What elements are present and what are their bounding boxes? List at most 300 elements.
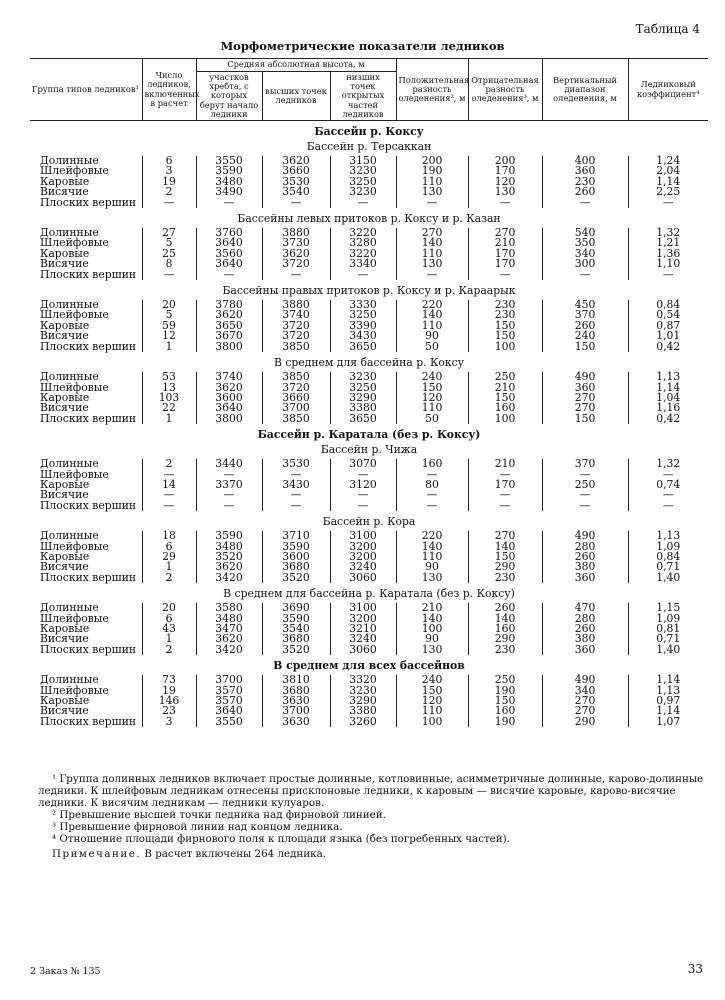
table-cell: 3240 [330, 634, 396, 644]
table-cell: 470 [542, 603, 628, 613]
table-cell: 380 [542, 634, 628, 644]
table-cell: 210 [468, 238, 542, 248]
table-cell: 3570 [196, 696, 262, 706]
table-cell: 3640 [196, 238, 262, 248]
table-cell: — [468, 270, 542, 280]
row-label: Каровые [40, 622, 90, 636]
table-cell: 3250 [330, 310, 396, 320]
table-cell: 340 [542, 249, 628, 259]
table-cell: 3620 [196, 562, 262, 572]
table-cell: 130 [396, 187, 468, 197]
table-cell: 3 [142, 166, 196, 176]
table-cell: 3290 [330, 696, 396, 706]
table-cell: — [142, 198, 196, 208]
table-cell: 12 [142, 331, 196, 341]
table-cell: 1,14 [628, 706, 708, 716]
table-cell: 250 [468, 372, 542, 382]
table-cell: — [542, 270, 628, 280]
table-cell: 1,32 [628, 459, 708, 469]
table-cell: 200 [468, 156, 542, 166]
table-cell: — [262, 270, 330, 280]
table-cell: 1,13 [628, 686, 708, 696]
table-cell: 0,84 [628, 300, 708, 310]
table-cell: 450 [542, 300, 628, 310]
table-cell: 3690 [262, 603, 330, 613]
table-cell: 110 [396, 321, 468, 331]
table-cell: 3700 [262, 403, 330, 413]
table-cell: 3760 [196, 228, 262, 238]
row-label: Каровые [40, 549, 90, 563]
table-cell: — [628, 470, 708, 480]
table-cell: 100 [396, 624, 468, 634]
table-cell: — [468, 470, 542, 480]
table-cell: 200 [396, 156, 468, 166]
table-cell: 160 [468, 706, 542, 716]
table-cell: 1,07 [628, 717, 708, 727]
table-cell: 59 [142, 321, 196, 331]
table-cell: — [468, 490, 542, 500]
table-cell: 150 [468, 393, 542, 403]
table-cell: 110 [396, 403, 468, 413]
table-cell: 3650 [330, 414, 396, 424]
row-label: Шлейфовые [40, 467, 109, 481]
table-cell: 1,01 [628, 331, 708, 341]
table-cell: 22 [142, 403, 196, 413]
table-cell: 170 [468, 249, 542, 259]
table-cell: 100 [468, 342, 542, 352]
table-cell: 290 [468, 562, 542, 572]
row-label: Каровые [40, 246, 90, 260]
table-cell: 3560 [196, 249, 262, 259]
table-cell: — [142, 501, 196, 511]
table-cell: 170 [468, 259, 542, 269]
row-label: Висячие [40, 632, 89, 646]
table-cell: 3600 [262, 552, 330, 562]
table-cell: 50 [396, 342, 468, 352]
row-label: Долинные [40, 226, 99, 240]
table-cell: 3850 [262, 414, 330, 424]
section-subtitle: Бассейн р. Терсаккан [306, 140, 432, 154]
table-cell: 1,15 [628, 603, 708, 613]
table-cell: 490 [542, 675, 628, 685]
table-cell: 140 [396, 542, 468, 552]
table-cell: 370 [542, 459, 628, 469]
table-cell: 1,14 [628, 675, 708, 685]
table-cell: 3880 [262, 300, 330, 310]
table-cell: 3520 [262, 645, 330, 655]
table-cell: 1 [142, 562, 196, 572]
table-cell: 280 [542, 614, 628, 624]
table-cell: 6 [142, 614, 196, 624]
section-title: Бассейн р. Коксу [314, 125, 424, 139]
table-cell: 0,42 [628, 414, 708, 424]
morphometry-table [30, 58, 708, 727]
table-cell: 150 [468, 321, 542, 331]
table-cell: 3800 [196, 342, 262, 352]
table-cell: 1,32 [628, 228, 708, 238]
table-cell: 3720 [262, 331, 330, 341]
footnote-1: ¹ Группа долинных ледников включает простые долинные, котловинные, асимметричные долинные, карово-долинные ледники. К шлейфовым ледникам отнесены присклоновые ледники, к каровым — висячие каровые, карово-висячие ледники. К висячим ледникам — ледники кулуаров. [38, 773, 704, 809]
row-label: Висячие [40, 257, 89, 271]
section-title: В среднем для всех бассейнов [273, 659, 465, 673]
table-cell: 100 [396, 717, 468, 727]
table-row [30, 198, 708, 208]
table-cell: — [628, 501, 708, 511]
table-cell: 3630 [262, 696, 330, 706]
table-cell: 3800 [196, 414, 262, 424]
table-cell: 2 [142, 459, 196, 469]
table-cell: 300 [542, 259, 628, 269]
table-cell: 3700 [262, 706, 330, 716]
row-label: Шлейфовые [40, 539, 109, 553]
row-label: Долинные [40, 370, 99, 384]
table-cell: 3630 [262, 717, 330, 727]
header-pos-diff: Положительная разность оледенения², м [396, 59, 468, 121]
table-cell: — [468, 198, 542, 208]
table-cell: 1,40 [628, 645, 708, 655]
table-cell: 1,14 [628, 383, 708, 393]
table-cell: 3540 [262, 624, 330, 634]
table-cell: 25 [142, 249, 196, 259]
print-mark: 2 Заказ № 135 [30, 966, 101, 977]
section-heading-row [30, 121, 708, 142]
table-cell: — [468, 501, 542, 511]
section-heading-row [30, 352, 708, 372]
table-cell: — [396, 270, 468, 280]
row-label: Шлейфовые [40, 164, 109, 178]
table-cell: 3660 [262, 393, 330, 403]
row-label: Плоских вершин [40, 195, 137, 209]
table-cell: 280 [542, 542, 628, 552]
row-label: Шлейфовые [40, 308, 109, 322]
table-cell: 490 [542, 372, 628, 382]
table-cell: 1,09 [628, 614, 708, 624]
table-cell: 150 [468, 552, 542, 562]
table-cell: 3470 [196, 624, 262, 634]
section-subtitle: Бассейн р. Чижа [320, 443, 418, 457]
table-cell: 3230 [330, 166, 396, 176]
table-cell: 230 [542, 177, 628, 187]
table-cell: 3720 [262, 383, 330, 393]
table-cell: 130 [468, 187, 542, 197]
header-mean-height: Средняя абсолютная высота, м [196, 59, 396, 72]
table-cell: 3380 [330, 706, 396, 716]
table-cell: 1,14 [628, 177, 708, 187]
table-cell: 150 [542, 342, 628, 352]
table-cell: 230 [468, 300, 542, 310]
header-count: Число ледников, включенных в расчет [142, 59, 196, 121]
table-cell: 3730 [262, 238, 330, 248]
section-heading-row [30, 280, 708, 300]
table-cell: 3720 [262, 321, 330, 331]
table-cell: 110 [396, 249, 468, 259]
table-cell: — [542, 198, 628, 208]
table-cell: 3370 [196, 480, 262, 490]
table-cell: 5 [142, 238, 196, 248]
table-cell: 3060 [330, 573, 396, 583]
section-title: Бассейн р. Кора [322, 515, 416, 529]
table-cell: 340 [542, 686, 628, 696]
table-cell: 0,54 [628, 310, 708, 320]
table-cell: 2,25 [628, 187, 708, 197]
table-cell: 270 [542, 706, 628, 716]
table-cell: 103 [142, 393, 196, 403]
table-cell: 3850 [262, 372, 330, 382]
table-cell: 3280 [330, 238, 396, 248]
table-cell: 3530 [262, 177, 330, 187]
table-cell: 3680 [262, 686, 330, 696]
section-title: В среднем для бассейна р. Коксу [274, 356, 464, 370]
table-cell: 210 [468, 383, 542, 393]
table-cell: 80 [396, 480, 468, 490]
table-row [30, 573, 708, 583]
table-cell: 1,40 [628, 573, 708, 583]
table-cell: 3570 [196, 686, 262, 696]
table-cell: — [196, 490, 262, 500]
table-cell: 270 [468, 531, 542, 541]
table-cell: 170 [468, 480, 542, 490]
table-cell: 3620 [196, 383, 262, 393]
table-cell: 5 [142, 310, 196, 320]
table-cell: — [262, 490, 330, 500]
table-cell: 20 [142, 603, 196, 613]
table-cell: — [542, 490, 628, 500]
table-cell: 3100 [330, 531, 396, 541]
table-cell: 3620 [196, 310, 262, 320]
table-cell: 260 [468, 603, 542, 613]
table-cell: 3720 [262, 259, 330, 269]
table-cell: 3540 [262, 187, 330, 197]
table-cell: 14 [142, 480, 196, 490]
row-label: Долинные [40, 457, 99, 471]
table-cell: 150 [468, 331, 542, 341]
table-cell: 3480 [196, 542, 262, 552]
table-cell: 3780 [196, 300, 262, 310]
table-row [30, 414, 708, 424]
table-cell: 6 [142, 542, 196, 552]
row-label: Каровые [40, 174, 90, 188]
table-cell: 6 [142, 156, 196, 166]
header-top-points: высших точек ледников [262, 72, 330, 121]
table-cell: 120 [468, 177, 542, 187]
table-cell: — [196, 270, 262, 280]
table-cell: 260 [542, 552, 628, 562]
table-cell: 146 [142, 696, 196, 706]
table-cell: 110 [396, 706, 468, 716]
table-cell: 140 [468, 614, 542, 624]
table-cell: 110 [396, 552, 468, 562]
section-title: В среднем для бассейна р. Каратала (без р. Коксу) [223, 587, 515, 601]
row-label: Долинные [40, 529, 99, 543]
table-cell: 1,09 [628, 542, 708, 552]
table-cell: 3680 [262, 562, 330, 572]
table-cell: 3340 [330, 259, 396, 269]
row-label: Висячие [40, 560, 89, 574]
header-coef: Ледниковый коэффициент⁴ [628, 59, 708, 121]
table-cell: 220 [396, 300, 468, 310]
row-label: Висячие [40, 704, 89, 718]
table-cell: 260 [542, 187, 628, 197]
table-cell: 140 [396, 310, 468, 320]
table-cell: 73 [142, 675, 196, 685]
table-cell: 3660 [262, 166, 330, 176]
table-cell: — [330, 501, 396, 511]
table-cell: 1,13 [628, 372, 708, 382]
table-cell: 13 [142, 383, 196, 393]
table-cell: 150 [468, 696, 542, 706]
section-title: Бассейны левых притоков р. Коксу и р. Казан [237, 212, 501, 226]
table-cell: 3220 [330, 228, 396, 238]
table-cell: 3850 [262, 342, 330, 352]
table-cell: 0,74 [628, 480, 708, 490]
table-cell: 170 [468, 166, 542, 176]
table-cell: 360 [542, 383, 628, 393]
note [38, 848, 708, 860]
table-cell: 3740 [196, 372, 262, 382]
table-cell: 490 [542, 531, 628, 541]
table-cell: 3480 [196, 614, 262, 624]
header-low-points: низших точек открытых частей ледников [330, 72, 396, 121]
row-label: Каровые [40, 477, 90, 491]
table-row [30, 459, 708, 469]
table-cell: 3070 [330, 459, 396, 469]
table-cell: 3590 [262, 542, 330, 552]
section-heading-row [30, 424, 708, 444]
table-cell: 3740 [262, 310, 330, 320]
table-cell: 3250 [330, 177, 396, 187]
table-cell: 210 [468, 459, 542, 469]
table-cell: — [262, 501, 330, 511]
table-label: Таблица 4 [635, 22, 700, 36]
row-label: Долинные [40, 601, 99, 615]
table-row [30, 501, 708, 511]
section-heading-row [30, 583, 708, 603]
table-cell: 360 [542, 645, 628, 655]
table-cell: 90 [396, 562, 468, 572]
table-cell: 3650 [196, 321, 262, 331]
table-cell: — [628, 198, 708, 208]
table-cell: 1 [142, 634, 196, 644]
table-cell: 3490 [196, 187, 262, 197]
table-row [30, 270, 708, 280]
table-cell: 2 [142, 645, 196, 655]
table-header [30, 59, 708, 121]
table-cell: 3670 [196, 331, 262, 341]
page-number: 33 [687, 962, 703, 976]
table-row [30, 342, 708, 352]
footnote-4: ⁴ Отношение площади фирнового поля к площади языка (без погребенных частей). [52, 833, 510, 845]
header-ridge: участков хребта, с которых берут начало ледники [196, 72, 262, 121]
table-cell: 1,10 [628, 259, 708, 269]
table-cell: 1,13 [628, 531, 708, 541]
table-cell: 3390 [330, 321, 396, 331]
table-cell: 230 [468, 645, 542, 655]
section-heading-row [30, 208, 708, 228]
table-cell: 3680 [262, 634, 330, 644]
table-cell: 140 [468, 542, 542, 552]
table-cell: 3430 [330, 331, 396, 341]
table-cell: 230 [468, 310, 542, 320]
table-cell: 3 [142, 717, 196, 727]
table-cell: 120 [396, 696, 468, 706]
row-label: Плоских вершин [40, 411, 137, 425]
table-cell: 3590 [196, 531, 262, 541]
table-cell: 140 [396, 238, 468, 248]
row-label: Шлейфовые [40, 683, 109, 697]
table-cell: 140 [396, 614, 468, 624]
table-cell: 3530 [262, 459, 330, 469]
row-label: Каровые [40, 318, 90, 332]
table-cell: 1 [142, 414, 196, 424]
section-title: Бассейны правых притоков р. Коксу и р. Караарык [222, 284, 516, 298]
row-label: Плоских вершин [40, 570, 137, 584]
row-label: Долинные [40, 298, 99, 312]
table-cell: — [542, 501, 628, 511]
table-cell: 18 [142, 531, 196, 541]
table-cell: 1,16 [628, 403, 708, 413]
table-cell: 2 [142, 187, 196, 197]
table-cell: 3640 [196, 706, 262, 716]
table-cell: 380 [542, 562, 628, 572]
table-cell: 190 [396, 166, 468, 176]
table-cell: — [262, 470, 330, 480]
table-cell: 43 [142, 624, 196, 634]
table-cell: — [196, 470, 262, 480]
table-cell: 27 [142, 228, 196, 238]
table-cell: 90 [396, 331, 468, 341]
table-row [30, 645, 708, 655]
footnotes [38, 773, 708, 860]
table-cell: 3430 [262, 480, 330, 490]
table-cell: 3550 [196, 156, 262, 166]
table-cell: 3320 [330, 675, 396, 685]
table-cell: 3240 [330, 562, 396, 572]
table-cell: 130 [396, 645, 468, 655]
row-label: Долинные [40, 673, 99, 687]
table-cell: 3600 [196, 393, 262, 403]
section-title: Бассейн р. Каратала (без р. Коксу) [257, 428, 481, 442]
table-cell: — [142, 470, 196, 480]
table-cell: 2,04 [628, 166, 708, 176]
table-cell: 3200 [330, 552, 396, 562]
table-cell: 8 [142, 259, 196, 269]
table-cell: — [396, 490, 468, 500]
row-label: Шлейфовые [40, 611, 109, 625]
table-cell: 540 [542, 228, 628, 238]
table-cell: 23 [142, 706, 196, 716]
table-cell: 3200 [330, 542, 396, 552]
table-cell: 3810 [262, 675, 330, 685]
table-cell: 150 [396, 383, 468, 393]
header-group: Группа типов ледников¹ [30, 59, 142, 121]
table-cell: 90 [396, 634, 468, 644]
table-cell: 3210 [330, 624, 396, 634]
table-cell: 3620 [262, 156, 330, 166]
table-cell: 3200 [330, 614, 396, 624]
table-cell: 3580 [196, 603, 262, 613]
table-cell: 190 [468, 717, 542, 727]
table-cell: 0,87 [628, 321, 708, 331]
table-cell: 220 [396, 531, 468, 541]
table-cell: 160 [396, 459, 468, 469]
table-cell: 0,71 [628, 562, 708, 572]
table-cell: 360 [542, 573, 628, 583]
table-cell: 160 [468, 624, 542, 634]
table-cell: 3590 [262, 614, 330, 624]
table-cell: — [330, 490, 396, 500]
table-cell: 19 [142, 177, 196, 187]
footnote-2: ² Превышение высшей точки ледника над фирновой линией. [52, 809, 386, 821]
